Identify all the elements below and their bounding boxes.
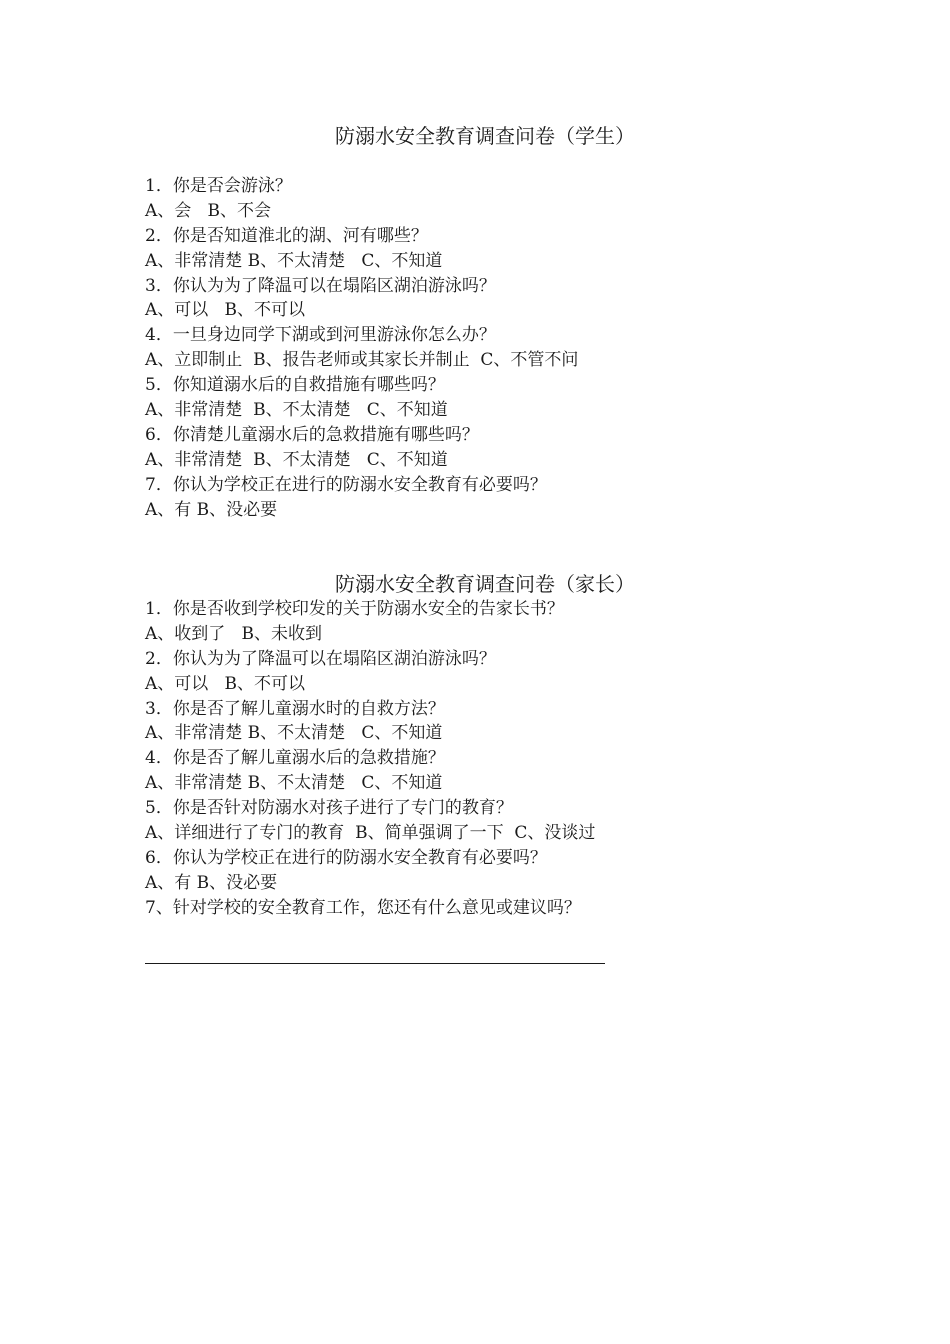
parent-answer-options-2: A、可以 B、不可以	[145, 673, 305, 694]
student-question-5: 5．你知道溺水后的自救措施有哪些吗？	[145, 375, 445, 396]
parent-answer-options-5: A、详细进行了专门的教育 B、简单强调了一下 C、没谈过	[145, 823, 596, 844]
student-answer-options-6: A、非常清楚 B、不太清楚 C、不知道	[145, 449, 448, 470]
student-answer-options-5: A、非常清楚 B、不太清楚 C、不知道	[145, 400, 448, 421]
parent-question-list	[145, 597, 845, 921]
parent-answer-options-3: A、非常清楚 B、不太清楚 C、不知道	[145, 723, 443, 744]
parent-question-1: 1．你是否收到学校印发的关于防溺水安全的告家长书？	[145, 599, 564, 619]
parent-survey-title: 防溺水安全教育调查问卷（家长）	[335, 572, 635, 596]
student-answer-options-4: A、立即制止 B、报告老师或其家长并制止 C、不管不问	[145, 350, 579, 371]
student-question-6: 6．你清楚儿童溺水后的急救措施有哪些吗？	[145, 424, 479, 445]
parent-question-3: 3．你是否了解儿童溺水时的自救方法？	[145, 698, 445, 719]
student-answer-options-3: A、可以 B、不可以	[145, 300, 305, 321]
student-question-2: 2．你是否知道淮北的湖、河有哪些？	[145, 225, 428, 246]
student-question-7: 7．你认为学校正在进行的防溺水安全教育有必要吗？	[145, 474, 547, 495]
student-question-1: 1．你是否会游泳？	[145, 176, 292, 196]
parent-question-4: 4．你是否了解儿童溺水后的急救措施？	[145, 748, 445, 769]
student-question-4: 4．一旦身边同学下湖或到河里游泳你怎么办？	[145, 325, 496, 346]
student-question-3: 3．你认为为了降温可以在塌陷区湖泊游泳吗？	[145, 275, 496, 296]
parent-answer-options-1: A、收到了 B、未收到	[145, 623, 322, 644]
suggestion-answer-line[interactable]	[145, 963, 605, 964]
parent-question-6: 6．你认为学校正在进行的防溺水安全教育有必要吗？	[145, 847, 547, 868]
parent-question-7: 7、针对学校的安全教育工作，您还有什么意见或建议吗？	[145, 897, 581, 918]
student-answer-options-7: A、有 B、没必要	[145, 499, 278, 520]
parent-question-5: 5．你是否针对防溺水对孩子进行了专门的教育？	[145, 798, 513, 819]
student-answer-options-1: A、会 B、不会	[145, 200, 271, 221]
parent-answer-options-4: A、非常清楚 B、不太清楚 C、不知道	[145, 773, 443, 794]
student-question-list	[145, 174, 845, 522]
parent-answer-options-6: A、有 B、没必要	[145, 872, 278, 893]
student-answer-options-2: A、非常清楚 B、不太清楚 C、不知道	[145, 250, 443, 271]
parent-question-2: 2．你认为为了降温可以在塌陷区湖泊游泳吗？	[145, 648, 496, 669]
student-survey-title: 防溺水安全教育调查问卷（学生）	[335, 124, 635, 148]
